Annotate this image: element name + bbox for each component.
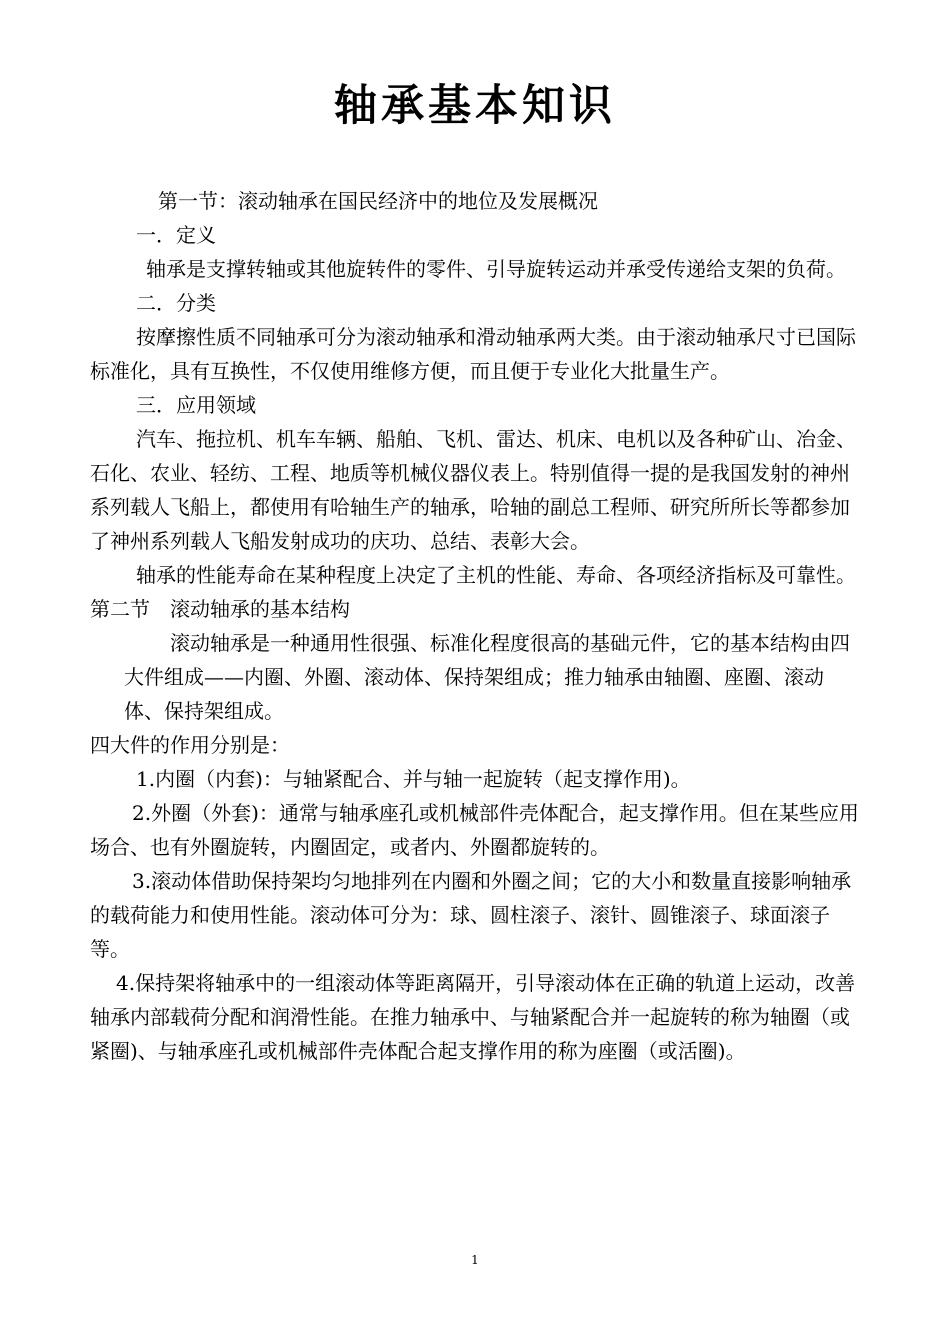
component-item-outer-ring: 2.外圈（外套)：通常与轴承座孔或机械部件壳体配合，起支撑作用。但在某些应用场合、也有外圈旋转，内圈固定，或者内、外圈都旋转的。	[90, 801, 859, 859]
section-1-heading: 第一节：滚动轴承在国民经济中的地位及发展概况	[158, 189, 598, 213]
application-heading: 三．应用领域	[136, 393, 256, 417]
performance-paragraph: 轴承的性能寿命在某种程度上决定了主机的性能、寿命、各项经济指标及可靠性。	[136, 563, 856, 587]
document-body	[90, 184, 860, 1068]
component-item-inner-ring: 1.内圈（内套)：与轴紧配合、并与轴一起旋转（起支撑作用)。	[136, 767, 691, 791]
definition-heading: 一．定义	[136, 223, 216, 247]
structure-paragraph: 滚动轴承是一种通用性很强、标准化程度很高的基础元件，它的基本结构由四大件组成——内圈、外圈、滚动体、保持架组成；推力轴承由轴圈、座圈、滚动体、保持架组成。	[124, 631, 850, 723]
component-item-rolling-element: 3.滚动体借助保持架均匀地排列在内圈和外圈之间；它的大小和数量直接影响轴承的载荷能力和使用性能。滚动体可分为：球、圆柱滚子、滚针、圆锥滚子、球面滚子等。	[90, 869, 852, 961]
classification-heading: 二．分类	[136, 291, 216, 315]
application-paragraph: 汽车、拖拉机、机车车辆、船舶、飞机、雷达、机床、电机以及各种矿山、冶金、石化、农业、轻纺、工程、地质等机械仪器仪表上。特别值得一提的是我国发射的神州系列载人飞船上，都使用有哈轴生产的轴承，哈轴的副总工程师、研究所所长等都参加了神州系列载人飞船发射成功的庆功、总结、表彰大会。	[90, 427, 856, 553]
section-2-heading: 第二节 滚动轴承的基本结构	[90, 597, 350, 621]
components-heading: 四大件的作用分别是：	[90, 733, 290, 757]
component-item-cage: 4.保持架将轴承中的一组滚动体等距离隔开，引导滚动体在正确的轨道上运动，改善轴承内部载荷分配和润滑性能。在推力轴承中、与轴紧配合并一起旋转的称为轴圈（或紧圈)、与轴承座孔或机械部件壳体配合起支撑作用的称为座圈（或活圈)。	[90, 971, 856, 1063]
definition-paragraph: 轴承是支撑转轴或其他旋转件的零件、引导旋转运动并承受传递给支架的负荷。	[146, 257, 846, 281]
page-number: 1	[471, 1253, 479, 1267]
page-title: 轴承基本知识	[334, 81, 616, 131]
classification-paragraph: 按摩擦性质不同轴承可分为滚动轴承和滑动轴承两大类。由于滚动轴承尺寸已国际标准化，具有互换性，不仅使用维修方便，而且便于专业化大批量生产。	[90, 325, 856, 383]
